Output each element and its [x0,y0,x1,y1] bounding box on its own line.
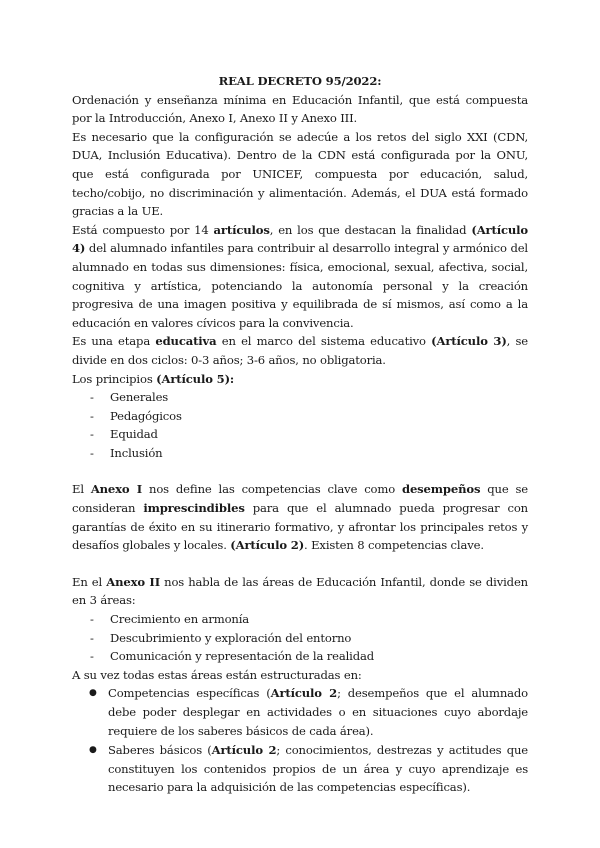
list-item: - Descubrimiento y exploración del entorno [72,629,528,648]
estructura-list [72,684,528,797]
list-item: - Crecimiento en armonía [72,610,528,629]
paragraph-ordenacion: Ordenación y enseñanza mínima en Educación Infantil, que está compuesta por la Introducción, Anexo I, Anexo II y Anexo III. [72,92,528,126]
document-body [72,72,528,798]
list-item: ● Saberes básicos (Artículo 2; conocimientos, destrezas y actitudes que constituyen los contenidos propios de un área y cuyo aprendizaje es necesario para la adquisición de las competencias específicas). [72,741,528,797]
paragraph-articulos: Está compuesto por 14 artículos, en los que destacan la finalidad (Artículo 4) del alumnado infantiles para contribuir al desarrollo integral y armónico del alumnado en todas sus dimensiones: física, emocional, sexual, afectiva, social, cognitiva y artística, potenciando la autonomía personal y la creación progresiva de una imagen positiva y equilibrada de sí mismos, así como a la educación en valores cívicos para la convivencia. [72,222,528,330]
paragraph-estructura: A su vez todas estas áreas están estructuradas en: [72,667,362,682]
principios-list [72,388,528,462]
list-item: - Equidad [72,425,528,444]
paragraph-anexo-ii: En el Anexo II nos habla de las áreas de Educación Infantil, donde se dividen en 3 áreas: [72,574,528,608]
paragraph-etapa: Es una etapa educativa en el marco del sistema educativo (Artículo 3), se divide en dos ciclos: 0-3 años; 3-6 años, no obligatoria. [72,334,528,367]
document-title: REAL DECRETO 95/2022: [218,74,382,88]
list-item: - Pedagógicos [72,407,528,426]
paragraph-anexo-i: El Anexo I nos define las competencias clave como desempeños que se consideran imprescindibles para que el alumnado pueda progresar con garantías de éxito en su itinerario formativo, y afrontar los principales retos y desafíos globales y locales. (Artículo 2). Existen 8 competencias clave. [72,482,529,553]
list-item: - Comunicación y representación de la realidad [72,647,528,666]
list-item: ● Competencias específicas (Artículo 2; desempeños que el alumnado debe poder desplegar en actividades o en situaciones cuyo abordaje requiere de los saberes básicos de cada área). [72,684,528,740]
list-item: - Inclusión [72,444,528,463]
paragraph-retos: Es necesario que la configuración se adecúe a los retos del siglo XXI (CDN, DUA, Inclusión Educativa). Dentro de la CDN está configurada por la ONU, que está configurada por UNICEF, compuesta por educación, salud, techo/cobijo, no discriminación y alimentación. Además, el DUA está formado gracias a la UE. [72,129,528,219]
areas-list [72,610,528,666]
principios-heading: Los principios (Artículo 5): [72,371,235,386]
list-item: - Generales [72,388,528,407]
